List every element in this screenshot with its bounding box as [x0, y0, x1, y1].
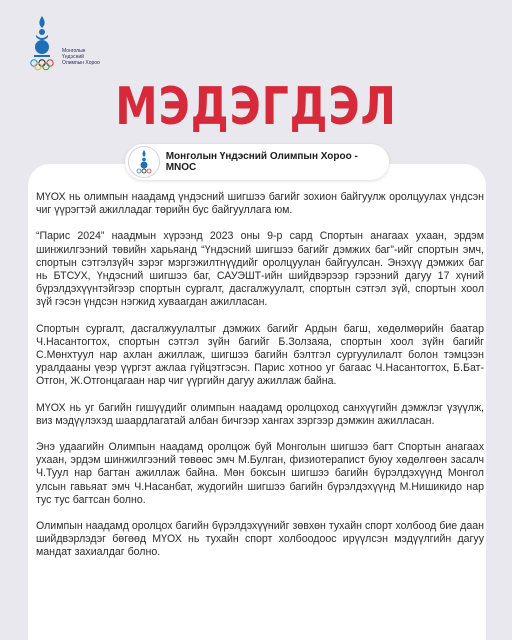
paragraph: Олимпын наадамд оролцох багийн бүрэлдэхүүнийг зөвхөн тухайн спорт холбоод бие даан шийдвэрлэдэг бөгөөд МҮОХ нь тухайн спорт холбоодоос ирүүлсэн мэдүүлгийн дагуу мандат захиалдаг болно.: [36, 520, 484, 559]
paragraph: Энэ удаагийн Олимпын наадамд оролцож буй Монголын шигшээ багт Спортын анагаах ухаан, эрдэм шинжилгээний төвөөс эмч М.Булган, физиотерапист буюу хөдөлгөөн засалч Ч.Туул нар багтан ажиллаж байна. Мөн боксын шигшээ багийн бүрэлдэхүүнд Монгол улсын гавьяат эмч Ч.Насанбат, жудогийн шигшээ багийн бүрэлдэхүүнд М.Нишикидо нар тус тус багтсан болно.: [36, 441, 484, 506]
logo-org-name: [62, 48, 100, 66]
paragraph: “Парис 2024” наадмын хүрээнд 2023 оны 9-р сард Спортын анагаах ухаан, эрдэм шинжилгээний төвийн харьяанд “Үндэсний шигшээ багийг дэмжих баг”-ийг спортын эмч, спортын сэтгэлзүйч зэрэг мэргэжилтнүүдийг оролцуулан байгуулсан. Энэхүү дэмжих баг нь БТСУХ, Үндэсний шигшээ баг, САУЭШТ-ийн шийдвэрээр гэрээний дагуу 17 хүний бүрэлдэхүүнтэйгээр спортын сургалт, дасгалжуулалт, спортын сэтгэл зүй, спортын хоол зүй гэсэн үндсэн нэгжид хуваагдан ажилласан.: [36, 230, 484, 309]
logo-line-2: Үндэсний: [62, 54, 84, 60]
org-name-label: Монголын Үндэсний Олимпын Хороо - MNOC: [165, 151, 358, 173]
paragraph: МҮОХ нь олимпын наадамд үндэсний шигшээ багийг зохион байгуулж оролцуулах үндсэн чиг үүрэгтэй ажилладаг төрийн бус байгууллага юм.: [36, 191, 484, 217]
logo-line-1: Монголын: [62, 48, 86, 54]
org-badge: [125, 144, 389, 180]
announcement-body: [36, 191, 484, 573]
mnoc-emblem-icon: [128, 146, 160, 178]
paragraph: Спортын сургалт, дасгалжуулалтыг дэмжих багийг Ардын багш, хөдөлмөрийн баатар Ч.Насантогтох, спортын сэтгэл зүйн багийг Б.Золзаяа, спортын хоол зүйн багийг С.Мөнхтуул нар ахлан ажиллаж, шигшээ багийн бэлтгэл сургуулилалт болон тэмцээн уралдааны үеэр үүргэт ажлаа гүйцэтгэсэн. Парис хотноо уг багаас Ч.Насантогтох, Б.Бат-Отгон, Ж.Отгонцагаан нар чиг үүргийн дагуу ажиллаж байна.: [36, 322, 484, 388]
paragraph: МҮОХ нь уг багийн гишүүдийг олимпын наадамд оролцоход санхүүгийн дэмжлэг үзүүлж, виз мэдүүлэхэд шаардлагатай албан бичгээр хангах зэргээр дэмжин ажилласан.: [36, 401, 484, 427]
logo-line-3: Олимпын Хороо: [62, 60, 100, 66]
page-title: МЭДЭГДЭЛ: [115, 77, 397, 137]
mnoc-logo: [22, 14, 112, 74]
